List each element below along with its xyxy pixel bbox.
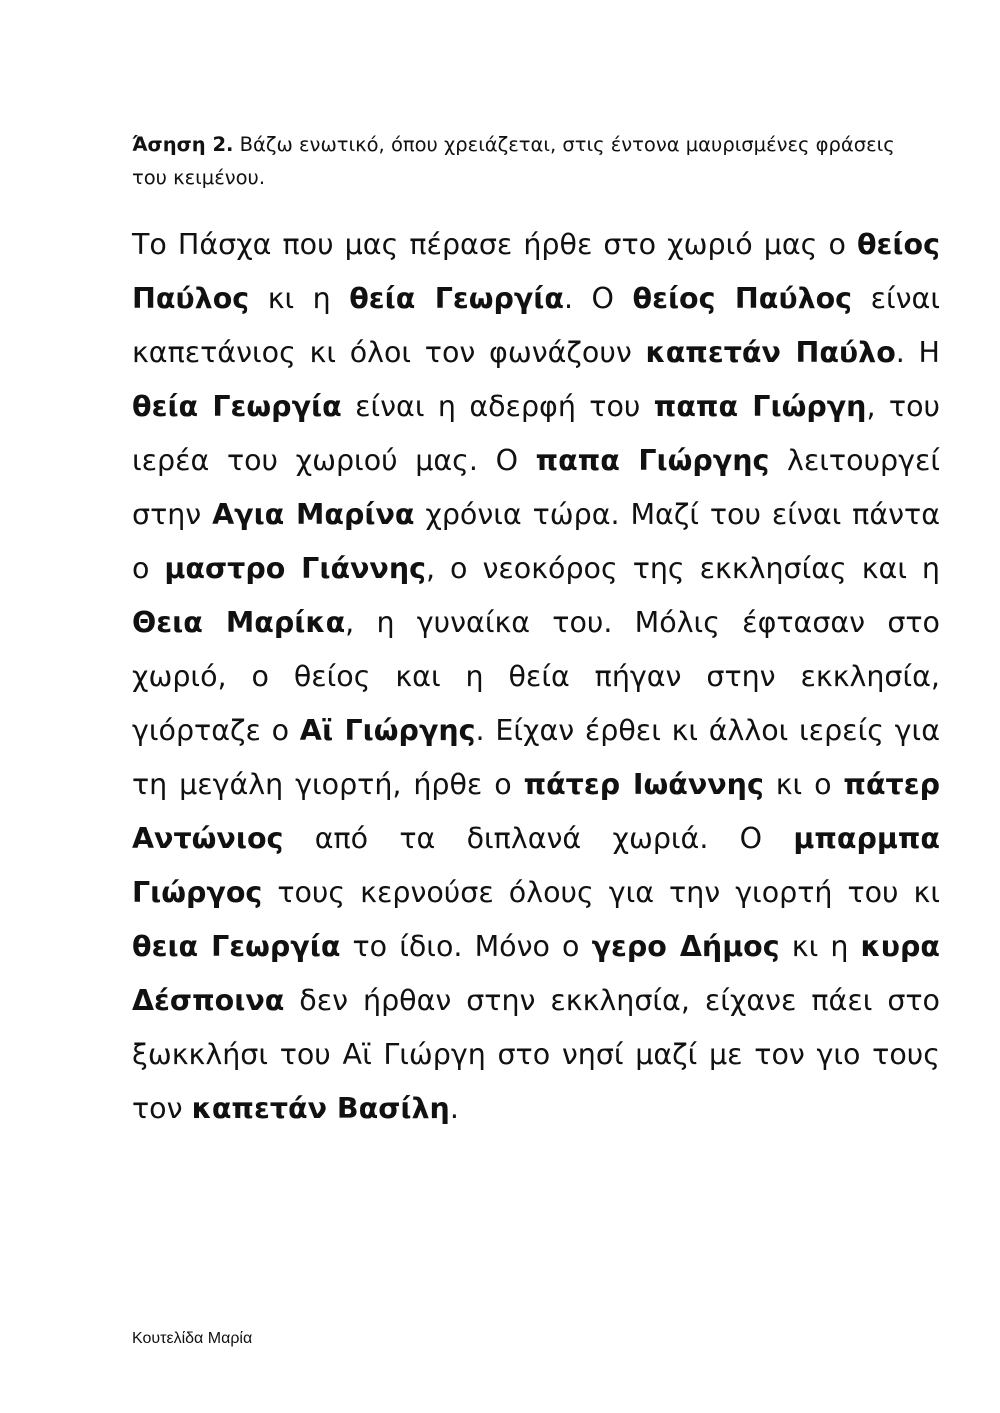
story-text: , του ιερέα του χωριού μας. Ο [132,390,940,477]
exercise-label: Άσηση 2. [132,133,234,156]
exercise-instruction [132,128,932,194]
story-text: . Ο [564,282,633,315]
bold-phrase: παπα Γιώργη [653,390,867,423]
bold-phrase: καπετάν Παύλο [645,336,896,369]
bold-phrase: καπετάν Βασίλη [191,1092,450,1125]
bold-phrase: πάτερ Αντώνιος [132,768,940,855]
bold-phrase: Αγια Μαρίνα [212,498,415,531]
story-text: χρόνια τώρα. Μαζί του είναι πάντα ο [132,498,940,585]
story-text: τους κερνούσε όλους για την γιορτή του κι [262,876,940,909]
bold-phrase: κυρα Δέσποινα [132,930,940,1017]
bold-phrase: πάτερ Ιωάννης [523,768,764,801]
story-text: . Η [895,336,940,369]
story-text: κι ο [763,768,844,801]
author-name: Κουτελίδα Μαρία [132,1330,253,1347]
exercise-text: Βάζω ενωτικό, όπου χρειάζεται, στις έντονα μαυρισμένες φράσεις του κειμένου. [132,133,895,189]
story-paragraph [132,218,940,1136]
bold-phrase: Αϊ Γιώργης [299,714,476,747]
bold-phrase: θεία Γεωργία [132,390,342,423]
bold-phrase: θείος Παύλος [132,228,940,315]
story-text: , ο νεοκόρος της εκκλησίας και η [426,552,940,585]
story-text: το ίδιο. Μόνο ο [340,930,592,963]
story-text: κι η [779,930,861,963]
story-text: , η γυναίκα του. Μόλις έφτασαν στο χωριό, ο θείος και η θεία πήγαν στην εκκλησία, γιόρταζε ο [132,606,940,747]
bold-phrase: Θεια Μαρίκα [132,606,346,639]
story-text: Το Πάσχα που μας πέρασε ήρθε στο χωριό μας ο [132,228,857,261]
story-text: είναι καπετάνιος κι όλοι τον φωνάζουν [132,282,940,369]
story-text: κι η [249,282,350,315]
story-text: είναι η αδερφή του [341,390,654,423]
bold-phrase: γερο Δήμος [591,930,780,963]
bold-phrase: μαστρο Γιάννης [164,552,427,585]
story-text: δεν ήρθαν στην εκκλησία, είχανε πάει στο ξωκκλήσι του Αϊ Γιώργη στο νησί μαζί με τον γιο τους τον [132,984,940,1125]
story-text: από τα διπλανά χωριά. Ο [283,822,794,855]
story-text: λειτουργεί στην [132,444,941,531]
story-text: . Είχαν έρθει κι άλλοι ιερείς για τη μεγάλη γιορτή, ήρθε ο [132,714,940,801]
bold-phrase: θεια Γεωργία [132,930,341,963]
bold-phrase: παπα Γιώργης [535,444,770,477]
story-text: . [449,1092,459,1125]
bold-phrase: θείος Παύλος [632,282,853,315]
bold-phrase: θεία Γεωργία [349,282,564,315]
bold-phrase: μπαρμπα Γιώργος [132,822,940,909]
